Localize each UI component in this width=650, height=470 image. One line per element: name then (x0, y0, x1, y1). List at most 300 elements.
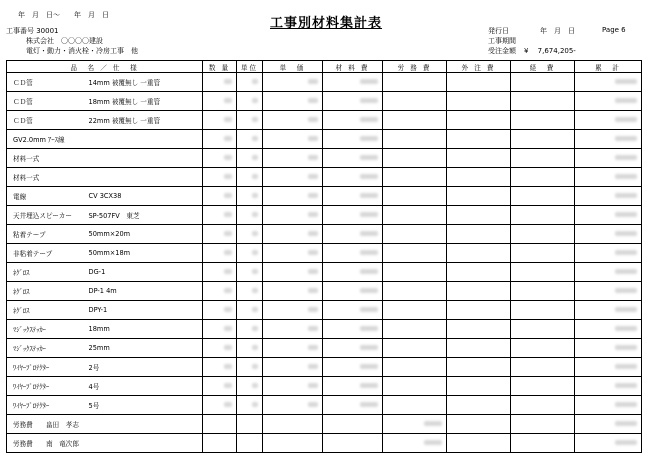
value-cell (263, 225, 323, 244)
obscured-value (252, 212, 258, 217)
obscured-value (615, 402, 637, 407)
table-row (7, 149, 642, 168)
table-row (7, 377, 642, 396)
value-cell (323, 111, 383, 130)
obscured-value (224, 307, 232, 312)
obscured-value (252, 307, 258, 312)
table-row (7, 73, 642, 92)
value-cell (383, 415, 447, 434)
item-spec: 4号 (87, 377, 203, 396)
obscured-value (224, 193, 232, 198)
value-cell (511, 149, 575, 168)
value-cell (263, 263, 323, 282)
value-cell (203, 415, 237, 434)
item-name: ﾜｲﾔｰﾌﾟﾛﾃｸﾀｰ (7, 377, 87, 396)
value-cell (323, 244, 383, 263)
value-cell (511, 206, 575, 225)
value-cell (447, 358, 511, 377)
value-cell (323, 415, 383, 434)
value-cell (447, 282, 511, 301)
value-cell (323, 187, 383, 206)
value-cell (237, 168, 263, 187)
value-cell (237, 434, 263, 453)
value-cell (263, 130, 323, 149)
value-cell (511, 92, 575, 111)
value-cell (447, 149, 511, 168)
item-name: 粘着テープ (7, 225, 87, 244)
col-unit: 単位 (237, 61, 263, 73)
obscured-value (615, 288, 637, 293)
obscured-value (224, 364, 232, 369)
value-cell (237, 263, 263, 282)
value-cell (263, 92, 323, 111)
issue-date-label: 発行日 (488, 27, 509, 35)
value-cell (237, 111, 263, 130)
item-spec: 14mm 被覆無し 一重管 (87, 73, 203, 92)
value-cell (323, 168, 383, 187)
obscured-value (615, 79, 637, 84)
value-cell (575, 168, 642, 187)
obscured-value (360, 326, 378, 331)
item-spec (87, 130, 203, 149)
value-cell (447, 263, 511, 282)
obscured-value (360, 98, 378, 103)
value-cell (575, 73, 642, 92)
obscured-value (308, 345, 318, 350)
value-cell (203, 358, 237, 377)
table-body (7, 73, 642, 453)
obscured-value (252, 269, 258, 274)
company-name: 株式会社 〇〇〇〇建設 (26, 37, 103, 45)
value-cell (383, 149, 447, 168)
value-cell (203, 187, 237, 206)
obscured-value (224, 326, 232, 331)
value-cell (263, 206, 323, 225)
value-cell (383, 434, 447, 453)
obscured-value (252, 117, 258, 122)
obscured-value (252, 402, 258, 407)
table-row (7, 187, 642, 206)
obscured-value (224, 402, 232, 407)
value-cell (263, 168, 323, 187)
value-cell (447, 92, 511, 111)
value-cell (447, 415, 511, 434)
obscured-value (224, 269, 232, 274)
item-name: 労務費 畠田 孝志 (7, 415, 203, 434)
table-row (7, 301, 642, 320)
obscured-value (615, 250, 637, 255)
col-qty: 数 量 (203, 61, 237, 73)
obscured-value (224, 383, 232, 388)
value-cell (237, 130, 263, 149)
value-cell (263, 111, 323, 130)
value-cell (237, 149, 263, 168)
obscured-value (308, 79, 318, 84)
obscured-value (224, 98, 232, 103)
item-spec: 5号 (87, 396, 203, 415)
value-cell (447, 168, 511, 187)
obscured-value (360, 402, 378, 407)
value-cell (575, 415, 642, 434)
value-cell (447, 434, 511, 453)
obscured-value (252, 383, 258, 388)
obscured-value (224, 136, 232, 141)
value-cell (511, 244, 575, 263)
item-name: ﾏｼﾞｯｸｽﾃｯｶｰ (7, 320, 87, 339)
obscured-value (360, 193, 378, 198)
value-cell (383, 187, 447, 206)
value-cell (263, 301, 323, 320)
value-cell (447, 244, 511, 263)
value-cell (383, 339, 447, 358)
value-cell (237, 377, 263, 396)
value-cell (575, 377, 642, 396)
value-cell (203, 377, 237, 396)
value-cell (575, 225, 642, 244)
value-cell (203, 130, 237, 149)
value-cell (575, 263, 642, 282)
obscured-value (615, 174, 637, 179)
obscured-value (360, 174, 378, 179)
value-cell (203, 206, 237, 225)
obscured-value (252, 231, 258, 236)
obscured-value (252, 250, 258, 255)
item-spec: 22mm 被覆無し 一重管 (87, 111, 203, 130)
obscured-value (224, 174, 232, 179)
col-outsource: 外 注 費 (447, 61, 511, 73)
issue-date-value: 年 月 日 (540, 27, 575, 35)
value-cell (511, 377, 575, 396)
value-cell (263, 377, 323, 396)
obscured-value (615, 440, 637, 445)
obscured-value (224, 345, 232, 350)
value-cell (203, 434, 237, 453)
col-expense: 経 費 (511, 61, 575, 73)
value-cell (511, 130, 575, 149)
value-cell (575, 434, 642, 453)
value-cell (511, 111, 575, 130)
item-name: ﾜｲﾔｰﾌﾟﾛﾃｸﾀｰ (7, 358, 87, 377)
value-cell (383, 377, 447, 396)
table-header (7, 61, 642, 73)
value-cell (263, 434, 323, 453)
item-name: ﾜｲﾔｰﾌﾟﾛﾃｸﾀｰ (7, 396, 87, 415)
obscured-value (615, 136, 637, 141)
obscured-value (360, 269, 378, 274)
obscured-value (615, 326, 637, 331)
value-cell (263, 396, 323, 415)
obscured-value (615, 117, 637, 122)
value-cell (203, 263, 237, 282)
obscured-value (615, 155, 637, 160)
col-name-spec: 品 名 ／ 仕 様 (7, 61, 203, 73)
value-cell (237, 244, 263, 263)
obscured-value (308, 231, 318, 236)
period-label: 工事期間 (488, 37, 516, 45)
obscured-value (308, 193, 318, 198)
value-cell (447, 339, 511, 358)
value-cell (383, 396, 447, 415)
value-cell (263, 187, 323, 206)
value-cell (203, 244, 237, 263)
obscured-value (615, 307, 637, 312)
value-cell (323, 206, 383, 225)
item-spec: 50mm×20m (87, 225, 203, 244)
value-cell (383, 282, 447, 301)
value-cell (237, 187, 263, 206)
value-cell (511, 282, 575, 301)
obscured-value (308, 288, 318, 293)
obscured-value (615, 345, 637, 350)
value-cell (511, 187, 575, 206)
value-cell (323, 149, 383, 168)
table-row (7, 225, 642, 244)
value-cell (237, 92, 263, 111)
project-number: 工事番号 30001 (6, 27, 59, 35)
obscured-value (252, 288, 258, 293)
value-cell (511, 320, 575, 339)
value-cell (575, 358, 642, 377)
obscured-value (308, 212, 318, 217)
obscured-value (252, 136, 258, 141)
obscured-value (360, 136, 378, 141)
value-cell (263, 244, 323, 263)
table-row (7, 434, 642, 453)
value-cell (383, 358, 447, 377)
value-cell (323, 301, 383, 320)
item-name: 材料一式 (7, 168, 87, 187)
value-cell (511, 168, 575, 187)
obscured-value (360, 79, 378, 84)
value-cell (237, 301, 263, 320)
value-cell (575, 187, 642, 206)
obscured-value (308, 98, 318, 103)
value-cell (237, 415, 263, 434)
obscured-value (615, 212, 637, 217)
value-cell (323, 282, 383, 301)
item-spec (87, 149, 203, 168)
value-cell (323, 263, 383, 282)
value-cell (203, 396, 237, 415)
obscured-value (252, 345, 258, 350)
value-cell (511, 73, 575, 92)
value-cell (383, 130, 447, 149)
value-cell (237, 73, 263, 92)
col-unit-price: 単 価 (263, 61, 323, 73)
value-cell (575, 92, 642, 111)
obscured-value (252, 155, 258, 160)
value-cell (323, 73, 383, 92)
item-name: ＣＤ管 (7, 111, 87, 130)
table-row (7, 339, 642, 358)
value-cell (203, 168, 237, 187)
col-total: 累 計 (575, 61, 642, 73)
obscured-value (252, 79, 258, 84)
item-spec: 18mm 被覆無し 一重管 (87, 92, 203, 111)
value-cell (323, 358, 383, 377)
value-cell (203, 149, 237, 168)
value-cell (203, 320, 237, 339)
item-spec: DP-1 4m (87, 282, 203, 301)
value-cell (383, 73, 447, 92)
obscured-value (308, 307, 318, 312)
value-cell (511, 358, 575, 377)
obscured-value (308, 402, 318, 407)
value-cell (447, 111, 511, 130)
item-name: 電線 (7, 187, 87, 206)
obscured-value (615, 98, 637, 103)
item-name: 材料一式 (7, 149, 87, 168)
value-cell (511, 396, 575, 415)
value-cell (383, 301, 447, 320)
work-description: 電灯・動力・消火栓・冷房工事 他 (26, 47, 138, 55)
item-spec: 2号 (87, 358, 203, 377)
item-name: GV2.0mm ｱｰｽ線 (7, 130, 87, 149)
value-cell (323, 434, 383, 453)
value-cell (263, 358, 323, 377)
table-row (7, 415, 642, 434)
value-cell (203, 282, 237, 301)
item-spec: CV 3CX38 (87, 187, 203, 206)
table-row (7, 244, 642, 263)
value-cell (575, 396, 642, 415)
obscured-value (224, 155, 232, 160)
obscured-value (308, 117, 318, 122)
obscured-value (252, 98, 258, 103)
table-row (7, 130, 642, 149)
value-cell (203, 339, 237, 358)
value-cell (263, 339, 323, 358)
table-row (7, 168, 642, 187)
value-cell (323, 339, 383, 358)
obscured-value (252, 364, 258, 369)
value-cell (263, 149, 323, 168)
value-cell (203, 73, 237, 92)
item-name: ﾈｸﾞﾛｽ (7, 301, 87, 320)
obscured-value (360, 307, 378, 312)
obscured-value (308, 269, 318, 274)
col-labor: 労 務 費 (383, 61, 447, 73)
value-cell (383, 168, 447, 187)
item-spec: 25mm (87, 339, 203, 358)
value-cell (323, 225, 383, 244)
value-cell (263, 415, 323, 434)
obscured-value (224, 79, 232, 84)
item-name: ﾏｼﾞｯｸｽﾃｯｶｰ (7, 339, 87, 358)
obscured-value (308, 250, 318, 255)
value-cell (447, 301, 511, 320)
value-cell (323, 92, 383, 111)
item-name: ﾈｸﾞﾛｽ (7, 282, 87, 301)
value-cell (447, 73, 511, 92)
obscured-value (224, 288, 232, 293)
item-spec: DPY-1 (87, 301, 203, 320)
obscured-value (308, 155, 318, 160)
value-cell (575, 282, 642, 301)
value-cell (575, 206, 642, 225)
value-cell (575, 301, 642, 320)
value-cell (383, 244, 447, 263)
value-cell (447, 187, 511, 206)
table-row (7, 358, 642, 377)
item-spec: 18mm (87, 320, 203, 339)
value-cell (323, 377, 383, 396)
obscured-value (615, 421, 637, 426)
value-cell (511, 301, 575, 320)
obscured-value (424, 421, 442, 426)
item-name: 非粘着テープ (7, 244, 87, 263)
value-cell (383, 263, 447, 282)
obscured-value (252, 193, 258, 198)
value-cell (383, 225, 447, 244)
value-cell (237, 339, 263, 358)
obscured-value (360, 383, 378, 388)
obscured-value (224, 250, 232, 255)
obscured-value (308, 174, 318, 179)
table-row (7, 92, 642, 111)
table-row (7, 282, 642, 301)
obscured-value (360, 231, 378, 236)
col-material: 材 料 費 (323, 61, 383, 73)
table-row (7, 111, 642, 130)
value-cell (323, 320, 383, 339)
item-name: ﾈｸﾞﾛｽ (7, 263, 87, 282)
value-cell (575, 111, 642, 130)
obscured-value (615, 383, 637, 388)
value-cell (263, 282, 323, 301)
value-cell (447, 377, 511, 396)
obscured-value (360, 155, 378, 160)
obscured-value (360, 345, 378, 350)
value-cell (511, 263, 575, 282)
value-cell (323, 396, 383, 415)
obscured-value (615, 269, 637, 274)
obscured-value (252, 326, 258, 331)
value-cell (511, 339, 575, 358)
value-cell (447, 320, 511, 339)
value-cell (203, 111, 237, 130)
page-number: Page 6 (602, 26, 626, 34)
obscured-value (615, 231, 637, 236)
value-cell (575, 149, 642, 168)
value-cell (383, 320, 447, 339)
item-name: ＣＤ管 (7, 92, 87, 111)
obscured-value (224, 212, 232, 217)
value-cell (237, 282, 263, 301)
value-cell (447, 225, 511, 244)
table-row (7, 320, 642, 339)
value-cell (237, 320, 263, 339)
item-spec: SP-507FV 東芝 (87, 206, 203, 225)
value-cell (263, 320, 323, 339)
value-cell (237, 225, 263, 244)
item-spec (87, 168, 203, 187)
value-cell (447, 130, 511, 149)
table-row (7, 263, 642, 282)
value-cell (383, 111, 447, 130)
obscured-value (308, 326, 318, 331)
obscured-value (252, 174, 258, 179)
value-cell (203, 301, 237, 320)
obscured-value (308, 136, 318, 141)
value-cell (511, 415, 575, 434)
obscured-value (615, 364, 637, 369)
table-row (7, 206, 642, 225)
value-cell (447, 206, 511, 225)
obscured-value (424, 440, 442, 445)
item-name: ＣＤ管 (7, 73, 87, 92)
value-cell (203, 225, 237, 244)
